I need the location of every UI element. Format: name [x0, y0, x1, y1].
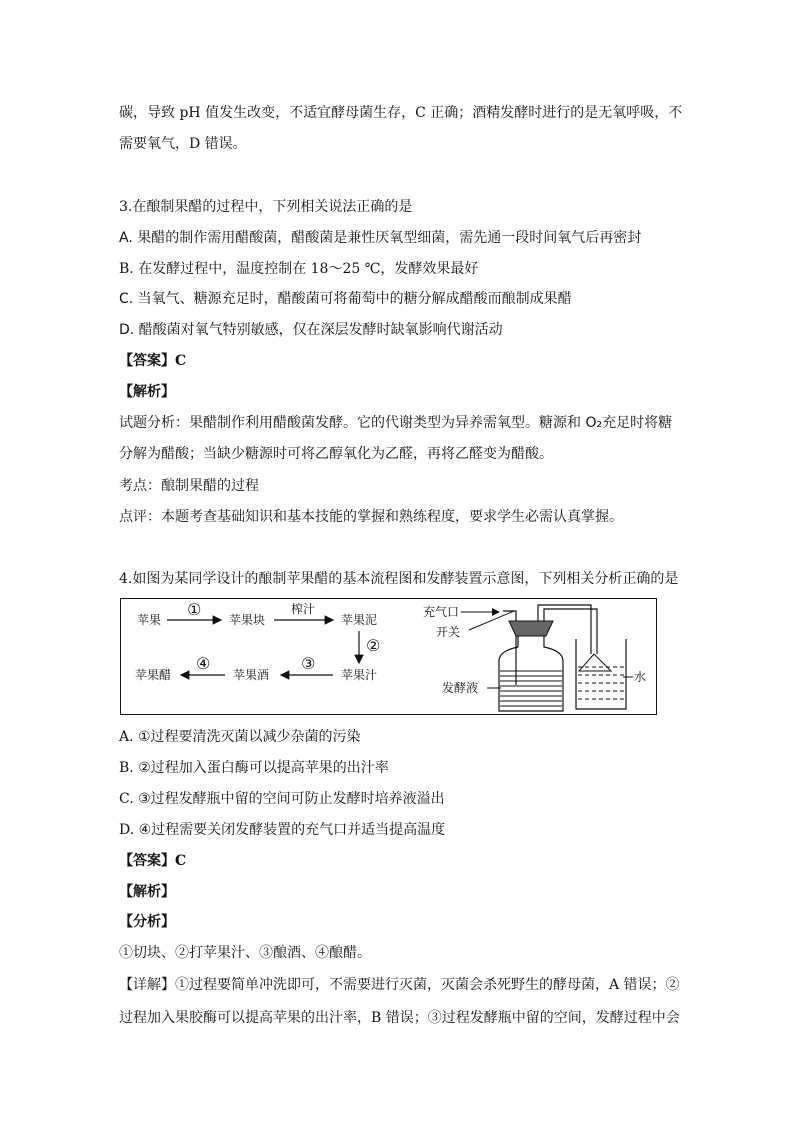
- node-apple-vinegar: 苹果醋: [135, 668, 172, 682]
- option-a: A. 果醋的制作需用醋酸菌，醋酸菌是兼性厌氧型细菌，需先通一段时间氧气后再密封: [119, 230, 642, 246]
- option-d: D. ④过程需要关闭发酵装置的充气口并适当提高温度: [119, 822, 446, 838]
- option-c: C. 当氧气、糖源充足时，醋酸菌可将葡萄中的糖分解成醋酸而酿制成果醋: [119, 291, 572, 307]
- fenxi-text: ①切块、②打苹果汁、③酿酒、④酿醋。: [119, 945, 371, 961]
- kaodian-text: 考点：酿制果醋的过程: [119, 478, 259, 494]
- question-3-stem: 3.在酿制果醋的过程中，下列相关说法正确的是: [119, 199, 413, 215]
- option-b: B. 在发酵过程中，温度控制在 18～25 ℃，发酵效果最好: [119, 261, 479, 277]
- step4-label: ④: [196, 654, 211, 673]
- text-line: 需要氧气，D 错误。: [119, 136, 247, 152]
- detail-text: 过程加入果胶酶可以提高苹果的出汁率，B 错误；③过程发酵瓶中留的空间，发酵过程中会: [119, 1010, 680, 1026]
- fermentation-liquid: [500, 671, 562, 706]
- question-4-stem: 4.如图为某同学设计的酿制苹果醋的基本流程图和发酵装置示意图，下列相关分析正确的是: [119, 571, 679, 587]
- analysis-heading: 【解析】: [119, 384, 175, 400]
- analysis-text: 分解为醋酸；当缺少糖源时可将乙醇氧化为乙醛，再将乙醛变为醋酸。: [119, 446, 553, 462]
- water-surface: [578, 667, 624, 699]
- dianping-text: 点评：本题考查基础知识和基本技能的掌握和熟练程度，要求学生必需认真掌握。: [119, 509, 623, 525]
- option-b: B. ②过程加入蛋白酶可以提高苹果的出汁率: [119, 760, 389, 776]
- node-apple-puree: 苹果泥: [341, 613, 378, 627]
- water-label: 水: [634, 670, 647, 684]
- step3-label: ③: [301, 654, 316, 673]
- option-c: C. ③过程发酵瓶中留的空间可防止发酵时培养液溢出: [119, 791, 445, 807]
- analysis-heading: 【解析】: [119, 884, 175, 900]
- switch-label: 开关: [436, 625, 461, 639]
- step2-label: ②: [366, 636, 381, 655]
- option-a: A. ①过程要清洗灭菌以减少杂菌的污染: [119, 729, 361, 745]
- node-apple-wine: 苹果酒: [233, 668, 270, 682]
- gas-inlet-label: 充气口: [423, 605, 460, 619]
- fermentation-bottle: [499, 636, 563, 711]
- funnel: [579, 654, 611, 671]
- juicing-label: 榨汁: [291, 602, 316, 616]
- analysis-text: 试题分析：果醋制作利用醋酸菌发酵。它的代谢类型为异养需氧型。糖源和 O₂充足时将糖: [119, 415, 673, 431]
- bottle-stopper: [509, 621, 553, 636]
- outlet-tube-inner: [544, 609, 597, 654]
- fenxi-heading: 【分析】: [119, 914, 175, 930]
- answer-label: 【答案】C: [119, 853, 187, 869]
- option-d: D. 醋酸菌对氧气特别敏感，仅在深层发酵时缺氧影响代谢活动: [119, 322, 503, 338]
- ferment-liquid-label: 发酵液: [442, 681, 479, 695]
- step1-label: ①: [187, 600, 202, 619]
- detail-text: 【详解】①过程要简单冲洗即可，不需要进行灭菌，灭菌会杀死野生的酵母菌，A 错误；②: [119, 977, 680, 993]
- node-apple-juice: 苹果汁: [341, 668, 378, 682]
- text-line: 碳，导致 pH 值发生改变，不适宜酵母菌生存，C 正确；酒精发酵时进行的是无氧呼吸，不: [119, 105, 683, 121]
- flowchart-and-fermenter-figure: [120, 598, 657, 715]
- node-apple-chunks: 苹果块: [229, 613, 266, 627]
- node-apple: 苹果: [137, 613, 162, 627]
- switch-pointer: [469, 611, 514, 630]
- answer-label: 【答案】C: [119, 353, 187, 369]
